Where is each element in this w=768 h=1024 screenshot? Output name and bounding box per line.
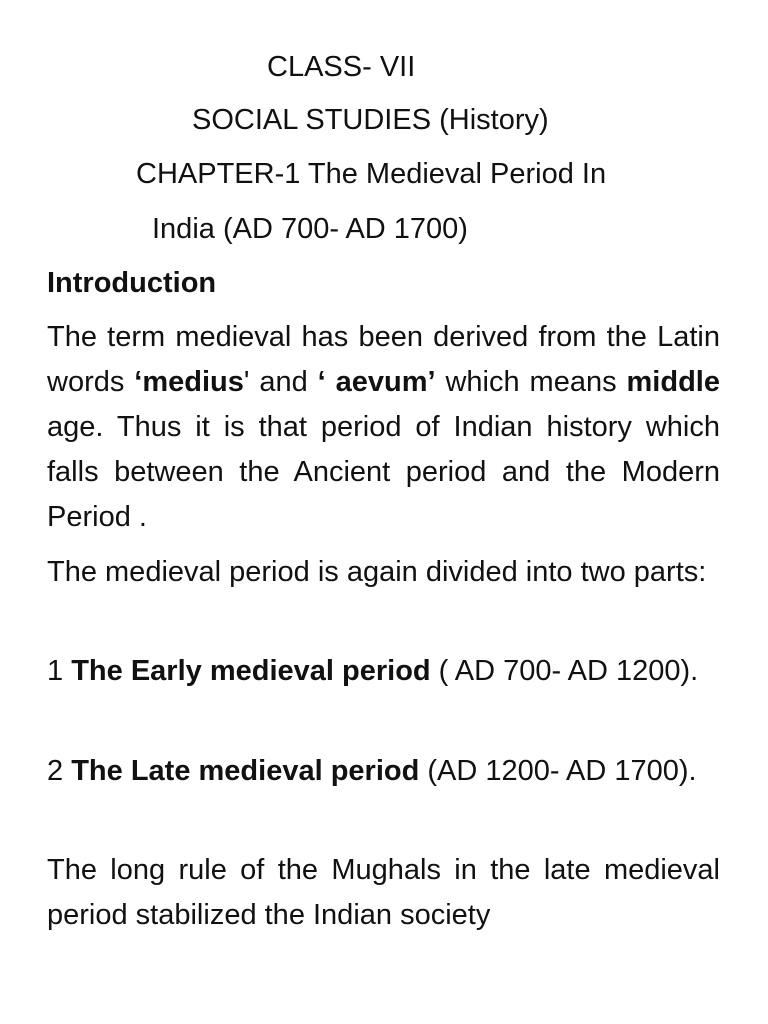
intro-text-3: which means bbox=[435, 366, 627, 398]
chapter-heading-line-1: CHAPTER-1 The Medieval Period In bbox=[136, 158, 607, 190]
intro-text-1: The term medieval has been derived from the Latin words bbox=[47, 321, 720, 398]
chapter-heading-line-2: India (AD 700- AD 1700) bbox=[152, 213, 468, 245]
list-number: 1 bbox=[47, 655, 64, 687]
list-item-title: The Early medieval period bbox=[71, 655, 431, 687]
list-number: 2 bbox=[47, 755, 64, 787]
list-item-late-medieval bbox=[47, 749, 720, 794]
class-heading: CLASS- VII bbox=[267, 51, 416, 83]
subject-heading: SOCIAL STUDIES (History) bbox=[192, 104, 549, 136]
list-item-dates: ( AD 700- AD 1200). bbox=[430, 655, 699, 687]
section-title-introduction: Introduction bbox=[47, 267, 217, 299]
list-item-early-medieval bbox=[47, 649, 720, 694]
term-aevum: ‘ aevum’ bbox=[317, 366, 436, 398]
division-paragraph: The medieval period is again divided into two parts: bbox=[47, 556, 707, 588]
term-medius: ‘medius bbox=[134, 366, 244, 398]
mughal-paragraph: The long rule of the Mughals in the late medieval period stabilized the Indian society bbox=[47, 854, 720, 931]
intro-paragraph bbox=[47, 315, 720, 540]
intro-text-2: ' and bbox=[243, 366, 318, 398]
intro-text-4: age. Thus it is that period of Indian history which falls between the Ancient period and the Modern Period . bbox=[47, 411, 720, 533]
list-item-title: The Late medieval period bbox=[71, 755, 420, 787]
term-middle: middle bbox=[626, 366, 720, 398]
list-item-dates: (AD 1200- AD 1700). bbox=[419, 755, 697, 787]
